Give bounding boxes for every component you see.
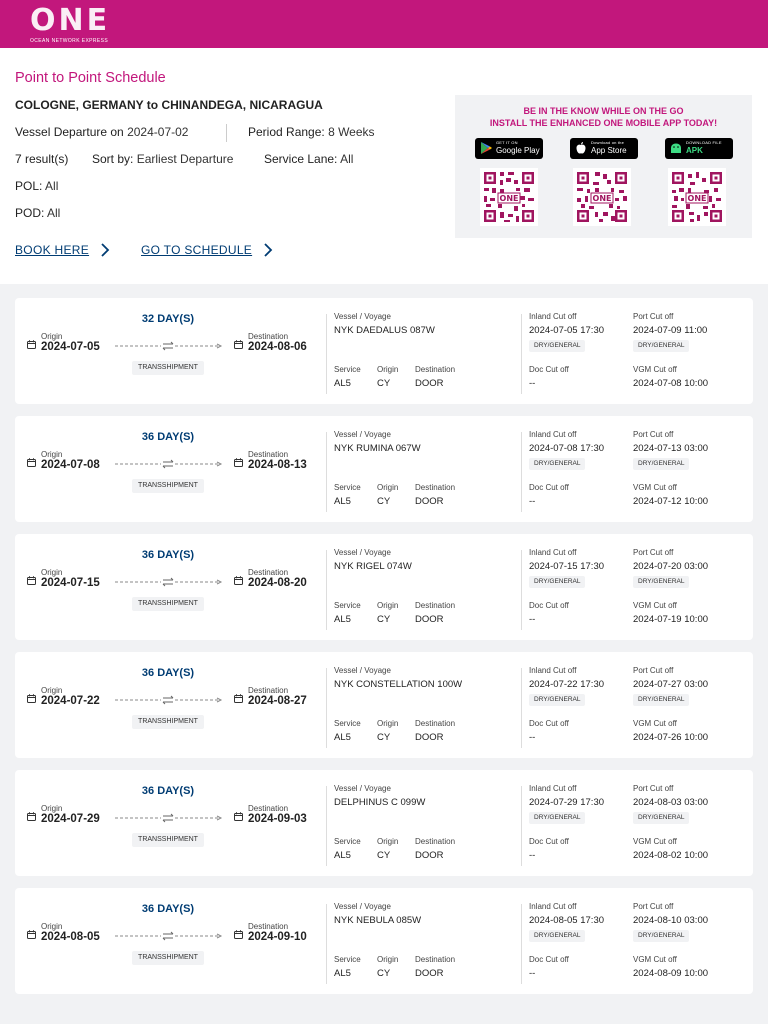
transshipment-badge: TRANSSHIPMENT: [132, 361, 204, 375]
google-play-badge[interactable]: [475, 138, 543, 159]
top-bar: [0, 0, 768, 48]
vessel-voyage-label: Vessel / Voyage: [334, 548, 391, 557]
port-cutoff-label: Port Cut off: [633, 430, 674, 439]
vessel-voyage-label: Vessel / Voyage: [334, 784, 391, 793]
destination-label: Destination: [248, 450, 289, 459]
origin-label: Origin: [41, 568, 63, 577]
inland-cutoff-label: Inland Cut off: [529, 666, 577, 675]
vgm-cutoff-value: 2024-07-26 10:00: [633, 732, 709, 743]
google-play-icon: [479, 141, 493, 155]
service-value: AL5: [334, 496, 351, 507]
origin-date: 2024-07-15: [41, 577, 100, 589]
transit-days: 36 DAY(S): [141, 785, 195, 797]
inland-cutoff-label: Inland Cut off: [529, 312, 577, 321]
mobile-app-promo: [455, 95, 752, 238]
pol-filter[interactable]: [15, 179, 58, 193]
qr-logo-text: ONE: [499, 194, 519, 203]
vgm-cutoff-label: VGM Cut off: [633, 365, 677, 374]
destination-date: 2024-08-06: [248, 341, 307, 353]
service-lane-filter[interactable]: [264, 152, 353, 166]
doc-cutoff-value: --: [529, 496, 536, 507]
cargo-type-badge: DRY/GENERAL: [633, 458, 689, 470]
port-cutoff-value: 2024-08-03 03:00: [633, 797, 709, 808]
inland-cutoff-value: 2024-07-05 17:30: [529, 325, 605, 336]
transit-days: 36 DAY(S): [141, 667, 195, 679]
cargo-type-badge: DRY/GENERAL: [529, 576, 585, 588]
calendar-icon: [234, 930, 243, 939]
transit-arrow-icon: [113, 576, 223, 588]
google-play-small: GET IT ON: [496, 140, 518, 145]
doc-cutoff-label: Doc Cut off: [529, 955, 569, 964]
app-store-badge[interactable]: [570, 138, 638, 159]
vessel-voyage-label: Vessel / Voyage: [334, 312, 391, 321]
vessel-departure: [15, 125, 188, 139]
port-cutoff-label: Port Cut off: [633, 902, 674, 911]
inland-cutoff-label: Inland Cut off: [529, 902, 577, 911]
apple-icon: [574, 141, 588, 155]
service-value: AL5: [334, 732, 351, 743]
service-label: Service: [334, 483, 361, 492]
service-value: AL5: [334, 968, 351, 979]
doc-cutoff-value: --: [529, 732, 536, 743]
column-divider: [326, 432, 327, 512]
one-logo[interactable]: [30, 5, 112, 45]
doc-cutoff-value: --: [529, 614, 536, 625]
vgm-cutoff-value: 2024-07-12 10:00: [633, 496, 709, 507]
service-value: AL5: [334, 378, 351, 389]
doc-cutoff-value: --: [529, 378, 536, 389]
destination-type-value: DOOR: [415, 496, 444, 507]
destination-type-label: Destination: [415, 837, 456, 846]
port-cutoff-label: Port Cut off: [633, 548, 674, 557]
schedule-card[interactable]: [15, 770, 753, 876]
doc-cutoff-label: Doc Cut off: [529, 837, 569, 846]
port-cutoff-value: 2024-07-20 03:00: [633, 561, 709, 572]
schedule-card[interactable]: [15, 652, 753, 758]
schedule-card[interactable]: [15, 298, 753, 404]
origin-type-label: Origin: [377, 601, 399, 610]
calendar-icon: [27, 930, 36, 939]
cargo-type-badge: DRY/GENERAL: [529, 812, 585, 824]
cargo-type-badge: DRY/GENERAL: [529, 694, 585, 706]
destination-type-label: Destination: [415, 719, 456, 728]
column-divider: [326, 904, 327, 984]
destination-label: Destination: [248, 922, 289, 931]
vessel-voyage-value[interactable]: NYK RIGEL 074W: [334, 561, 412, 572]
page-title: Point to Point Schedule: [15, 70, 166, 86]
inland-cutoff-label: Inland Cut off: [529, 430, 577, 439]
cargo-type-badge: DRY/GENERAL: [633, 812, 689, 824]
service-label: Service: [334, 837, 361, 846]
chevron-right-icon[interactable]: [99, 242, 111, 258]
qr-logo-text: ONE: [687, 194, 707, 203]
schedule-card[interactable]: [15, 888, 753, 994]
origin-type-value: CY: [377, 496, 391, 507]
transit-days: 32 DAY(S): [141, 313, 195, 325]
pod-label: POD:: [15, 206, 45, 220]
column-divider: [521, 550, 522, 630]
inland-cutoff-label: Inland Cut off: [529, 548, 577, 557]
origin-type-label: Origin: [377, 483, 399, 492]
transshipment-badge: TRANSSHIPMENT: [132, 479, 204, 493]
cargo-type-badge: DRY/GENERAL: [529, 340, 585, 352]
inland-cutoff-value: 2024-07-15 17:30: [529, 561, 605, 572]
vgm-cutoff-label: VGM Cut off: [633, 837, 677, 846]
origin-label: Origin: [41, 450, 63, 459]
period-range-label: Period Range:: [248, 125, 325, 139]
transit-arrow-icon: [113, 458, 223, 470]
transit-days: 36 DAY(S): [141, 431, 195, 443]
calendar-icon: [27, 812, 36, 821]
calendar-icon: [27, 340, 36, 349]
origin-type-label: Origin: [377, 719, 399, 728]
vessel-voyage-value[interactable]: NYK DAEDALUS 087W: [334, 325, 435, 336]
origin-date: 2024-07-08: [41, 459, 100, 471]
origin-type-value: CY: [377, 732, 391, 743]
sort-by-label: Sort by:: [92, 152, 134, 166]
apk-small: DOWNLOAD FILE: [686, 140, 722, 145]
service-label: Service: [334, 601, 361, 610]
sort-by[interactable]: [92, 152, 233, 166]
transit-arrow-icon: [113, 694, 223, 706]
book-here-link[interactable]: BOOK HERE: [15, 243, 90, 257]
origin-type-label: Origin: [377, 837, 399, 846]
doc-cutoff-label: Doc Cut off: [529, 719, 569, 728]
service-value: AL5: [334, 614, 351, 625]
destination-type-label: Destination: [415, 365, 456, 374]
service-label: Service: [334, 719, 361, 728]
port-cutoff-value: 2024-07-09 11:00: [633, 325, 708, 336]
logo-wordmark: ONE: [30, 3, 111, 38]
cargo-type-badge: DRY/GENERAL: [529, 930, 585, 942]
origin-type-label: Origin: [377, 955, 399, 964]
destination-type-label: Destination: [415, 955, 456, 964]
transshipment-badge: TRANSSHIPMENT: [132, 715, 204, 729]
column-divider: [521, 432, 522, 512]
service-label: Service: [334, 365, 361, 374]
vgm-cutoff-label: VGM Cut off: [633, 601, 677, 610]
doc-cutoff-value: --: [529, 968, 536, 979]
destination-type-value: DOOR: [415, 614, 444, 625]
inland-cutoff-value: 2024-07-22 17:30: [529, 679, 605, 690]
vessel-voyage-label: Vessel / Voyage: [334, 430, 391, 439]
logo-tagline: OCEAN NETWORK EXPRESS: [30, 38, 109, 44]
meta-divider: [226, 124, 227, 142]
period-range: [248, 125, 375, 139]
vessel-voyage-label: Vessel / Voyage: [334, 902, 391, 911]
qr-code-apk: [668, 168, 726, 226]
android-icon: [669, 141, 683, 155]
origin-date: 2024-08-05: [41, 931, 100, 943]
destination-type-value: DOOR: [415, 378, 444, 389]
destination-label: Destination: [248, 804, 289, 813]
origin-date: 2024-07-22: [41, 695, 100, 707]
transit-arrow-icon: [113, 340, 223, 352]
vgm-cutoff-value: 2024-07-08 10:00: [633, 378, 709, 389]
result-count: 7 result(s): [15, 152, 69, 166]
calendar-icon: [27, 694, 36, 703]
service-lane-value: All: [340, 152, 354, 166]
vessel-departure-value: 2024-07-02: [127, 125, 189, 139]
destination-type-value: DOOR: [415, 968, 444, 979]
destination-type-value: DOOR: [415, 732, 444, 743]
qr-code-google-play: [480, 168, 538, 226]
app-store-small: Download on the: [591, 140, 625, 145]
column-divider: [521, 786, 522, 866]
cargo-type-badge: DRY/GENERAL: [633, 694, 689, 706]
qr-logo-text: ONE: [592, 194, 612, 203]
origin-type-value: CY: [377, 614, 391, 625]
column-divider: [521, 904, 522, 984]
column-divider: [521, 668, 522, 748]
vgm-cutoff-value: 2024-08-09 10:00: [633, 968, 709, 979]
vgm-cutoff-value: 2024-08-02 10:00: [633, 850, 709, 861]
destination-label: Destination: [248, 686, 289, 695]
doc-cutoff-label: Doc Cut off: [529, 601, 569, 610]
promo-line-2: INSTALL THE ENHANCED ONE MOBILE APP TODAY!: [489, 118, 718, 128]
vessel-departure-label: Vessel Departure on: [15, 125, 124, 139]
destination-date: 2024-08-27: [248, 695, 307, 707]
service-lane-label: Service Lane:: [264, 152, 338, 166]
period-range-value: 8 Weeks: [328, 125, 375, 139]
pol-label: POL:: [15, 179, 43, 193]
calendar-icon: [234, 694, 243, 703]
vgm-cutoff-label: VGM Cut off: [633, 719, 677, 728]
doc-cutoff-label: Doc Cut off: [529, 483, 569, 492]
vessel-voyage-value[interactable]: NYK NEBULA 085W: [334, 915, 422, 926]
port-cutoff-label: Port Cut off: [633, 784, 674, 793]
cargo-type-badge: DRY/GENERAL: [633, 930, 689, 942]
chevron-right-icon[interactable]: [262, 242, 274, 258]
port-cutoff-value: 2024-07-27 03:00: [633, 679, 709, 690]
origin-type-value: CY: [377, 968, 391, 979]
vgm-cutoff-label: VGM Cut off: [633, 955, 677, 964]
transshipment-badge: TRANSSHIPMENT: [132, 597, 204, 611]
apk-badge[interactable]: [665, 138, 733, 159]
promo-text: [455, 105, 752, 129]
calendar-icon: [27, 458, 36, 467]
doc-cutoff-value: --: [529, 850, 536, 861]
column-divider: [326, 786, 327, 866]
route-title: COLOGNE, GERMANY to CHINANDEGA, NICARAGUA: [15, 98, 323, 112]
vessel-voyage-label: Vessel / Voyage: [334, 666, 391, 675]
cargo-type-badge: DRY/GENERAL: [633, 340, 689, 352]
destination-date: 2024-09-03: [248, 813, 307, 825]
inland-cutoff-label: Inland Cut off: [529, 784, 577, 793]
transshipment-badge: TRANSSHIPMENT: [132, 951, 204, 965]
transshipment-badge: TRANSSHIPMENT: [132, 833, 204, 847]
transit-days: 36 DAY(S): [141, 903, 195, 915]
calendar-icon: [27, 576, 36, 585]
destination-label: Destination: [248, 568, 289, 577]
port-cutoff-value: 2024-07-13 03:00: [633, 443, 709, 454]
column-divider: [521, 314, 522, 394]
column-divider: [326, 550, 327, 630]
calendar-icon: [234, 576, 243, 585]
origin-label: Origin: [41, 804, 63, 813]
vessel-voyage-value[interactable]: NYK CONSTELLATION 100W: [334, 679, 463, 690]
sort-by-value: Earliest Departure: [136, 152, 234, 166]
apk-big: APK: [686, 146, 703, 155]
calendar-icon: [234, 340, 243, 349]
promo-line-1: BE IN THE KNOW WHILE ON THE GO: [523, 106, 684, 116]
origin-date: 2024-07-29: [41, 813, 100, 825]
origin-date: 2024-07-05: [41, 341, 100, 353]
destination-type-value: DOOR: [415, 850, 444, 861]
pod-filter[interactable]: [15, 206, 60, 220]
destination-type-label: Destination: [415, 601, 456, 610]
go-to-schedule-link[interactable]: GO TO SCHEDULE: [141, 243, 253, 257]
transit-days: 36 DAY(S): [141, 549, 195, 561]
origin-label: Origin: [41, 332, 63, 341]
inland-cutoff-value: 2024-07-08 17:30: [529, 443, 605, 454]
destination-date: 2024-09-10: [248, 931, 307, 943]
cargo-type-badge: DRY/GENERAL: [529, 458, 585, 470]
destination-date: 2024-08-13: [248, 459, 307, 471]
vessel-voyage-value[interactable]: DELPHINUS C 099W: [334, 797, 426, 808]
doc-cutoff-label: Doc Cut off: [529, 365, 569, 374]
pod-value: All: [47, 206, 61, 220]
port-cutoff-label: Port Cut off: [633, 312, 674, 321]
calendar-icon: [234, 812, 243, 821]
origin-type-label: Origin: [377, 365, 399, 374]
inland-cutoff-value: 2024-07-29 17:30: [529, 797, 605, 808]
service-label: Service: [334, 955, 361, 964]
origin-label: Origin: [41, 922, 63, 931]
google-play-big: Google Play: [496, 146, 540, 155]
transit-arrow-icon: [113, 930, 223, 942]
vessel-voyage-value[interactable]: NYK RUMINA 067W: [334, 443, 421, 454]
service-value: AL5: [334, 850, 351, 861]
destination-type-label: Destination: [415, 483, 456, 492]
column-divider: [326, 314, 327, 394]
destination-label: Destination: [248, 332, 289, 341]
vgm-cutoff-value: 2024-07-19 10:00: [633, 614, 709, 625]
port-cutoff-value: 2024-08-10 03:00: [633, 915, 709, 926]
origin-type-value: CY: [377, 378, 391, 389]
port-cutoff-label: Port Cut off: [633, 666, 674, 675]
column-divider: [326, 668, 327, 748]
transit-arrow-icon: [113, 812, 223, 824]
app-store-big: App Store: [591, 146, 627, 155]
origin-label: Origin: [41, 686, 63, 695]
destination-date: 2024-08-20: [248, 577, 307, 589]
schedule-card[interactable]: [15, 534, 753, 640]
pol-value: All: [45, 179, 59, 193]
qr-code-app-store: [573, 168, 631, 226]
origin-type-value: CY: [377, 850, 391, 861]
calendar-icon: [234, 458, 243, 467]
vgm-cutoff-label: VGM Cut off: [633, 483, 677, 492]
cargo-type-badge: DRY/GENERAL: [633, 576, 689, 588]
inland-cutoff-value: 2024-08-05 17:30: [529, 915, 605, 926]
schedule-card[interactable]: [15, 416, 753, 522]
